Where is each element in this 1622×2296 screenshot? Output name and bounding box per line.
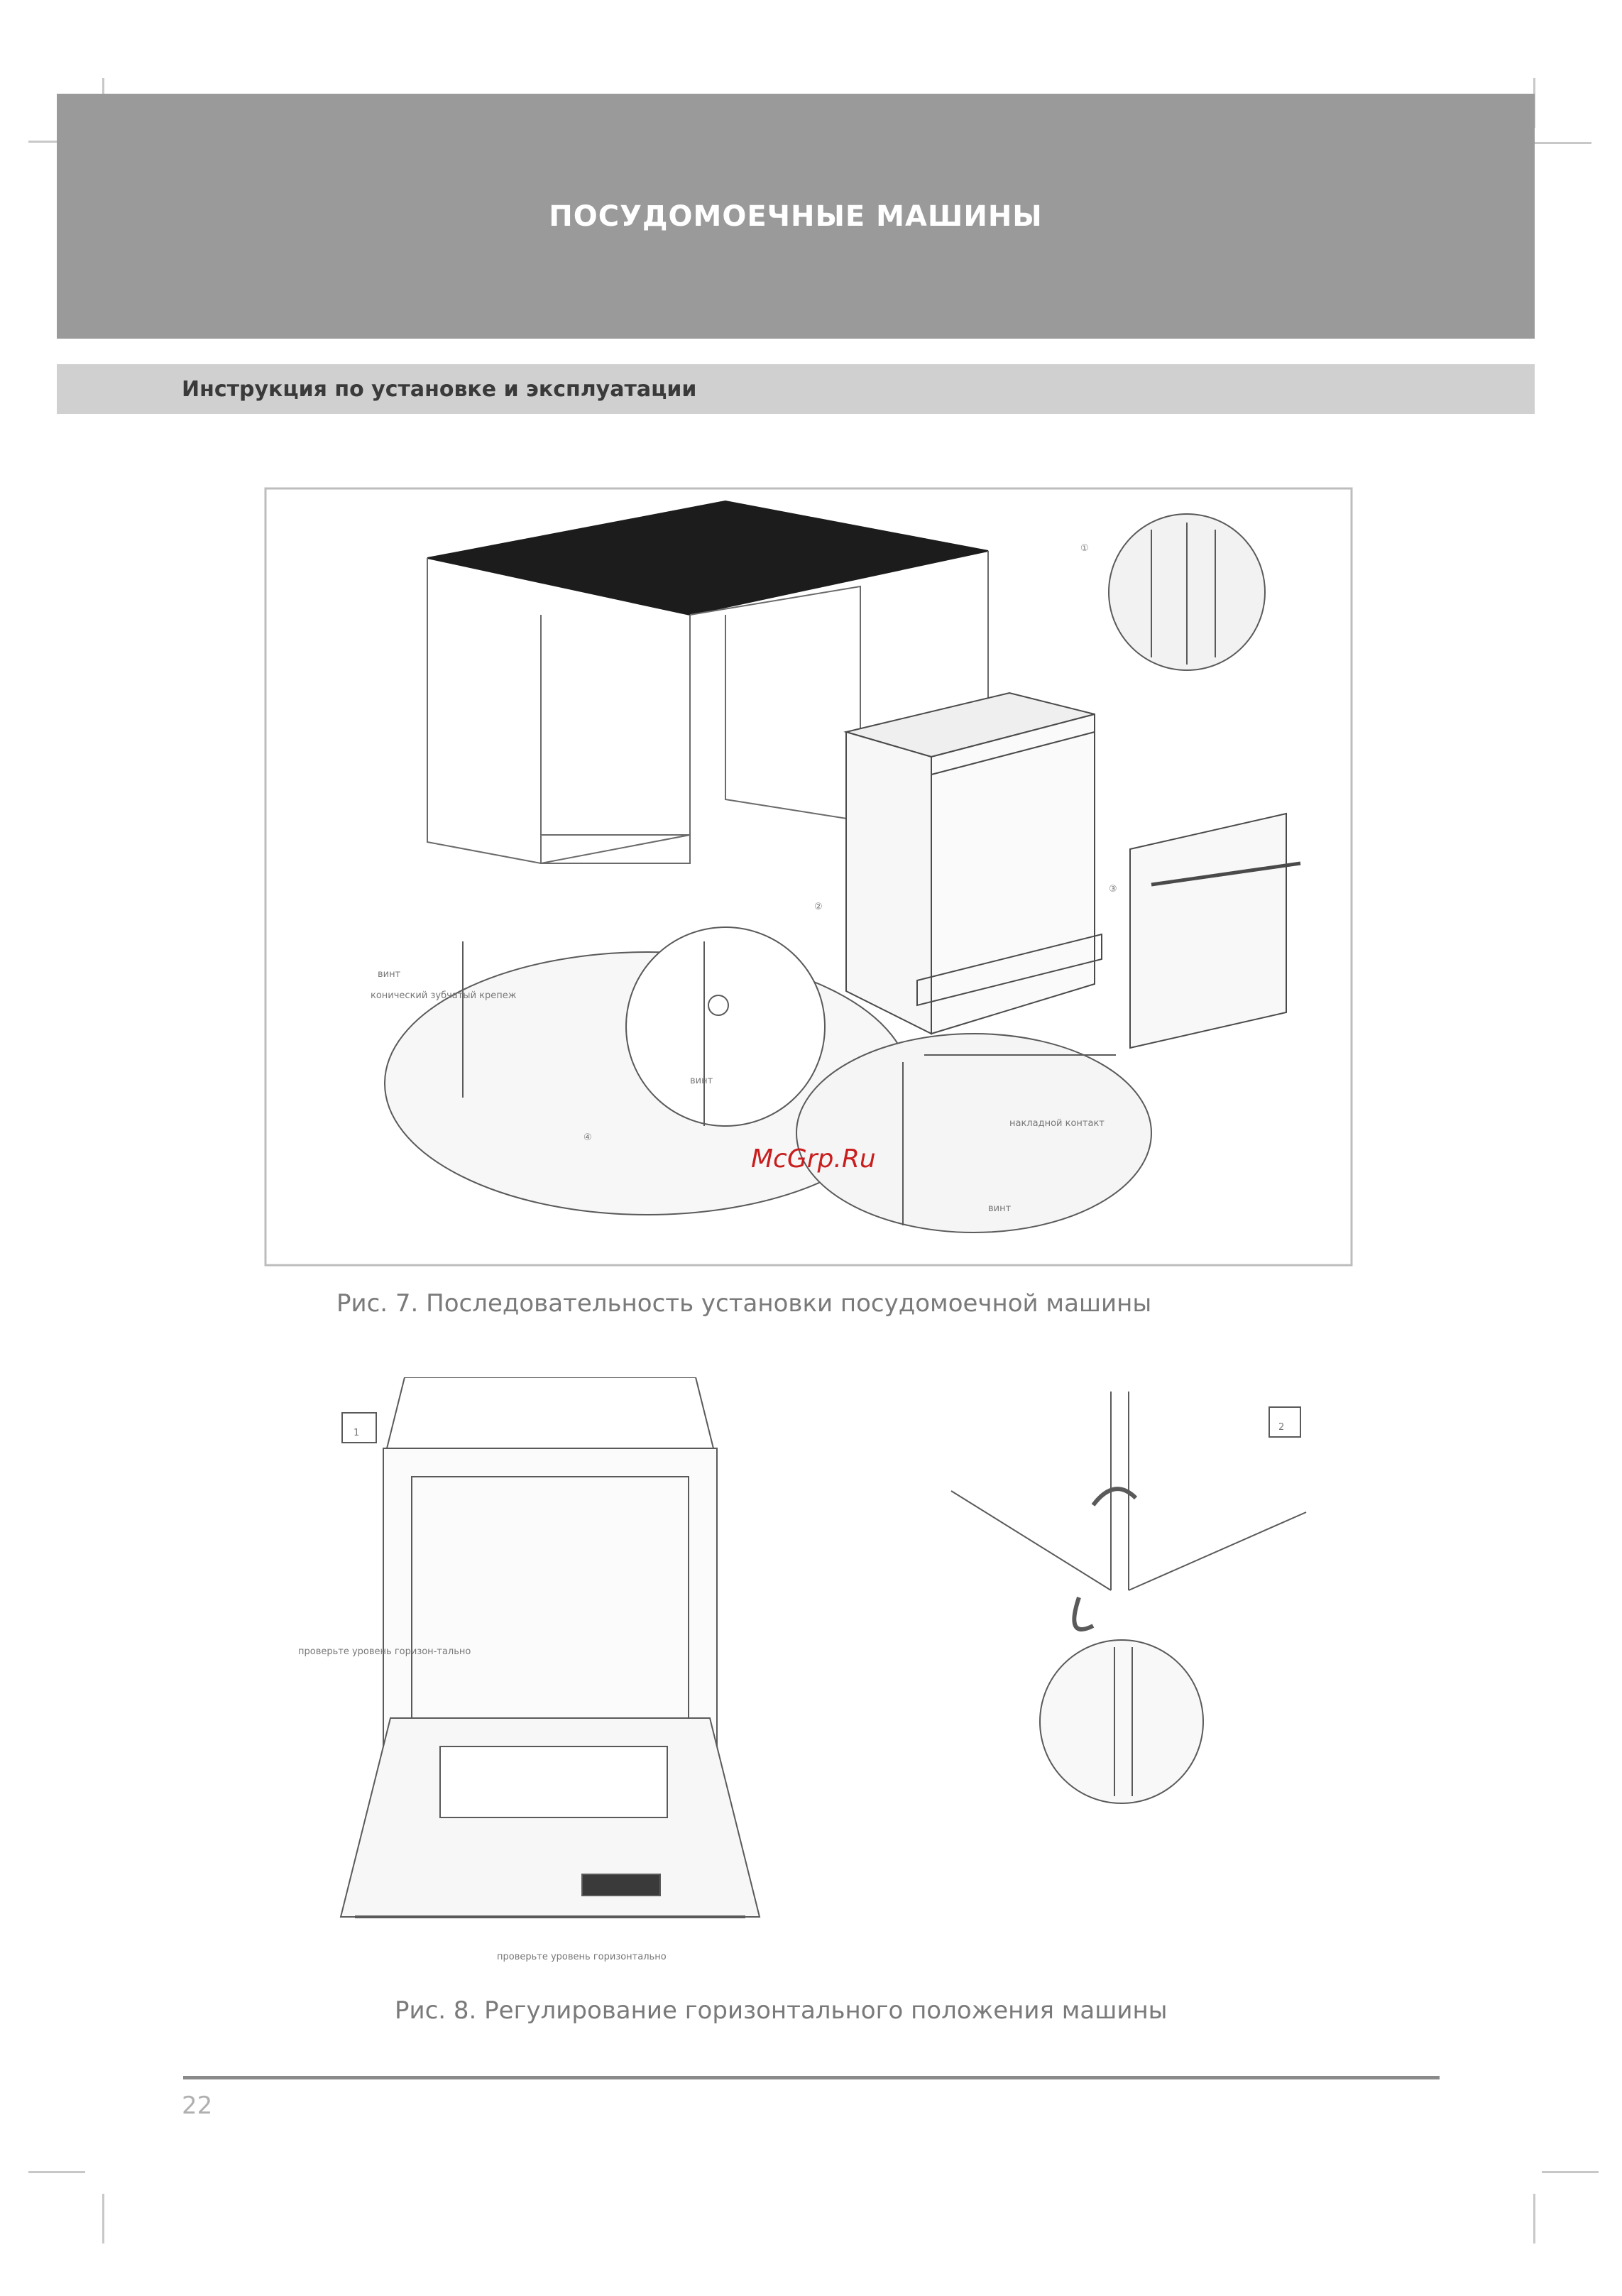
crop-mark	[1533, 2194, 1535, 2243]
subheader-band	[57, 364, 1535, 414]
crop-mark	[102, 2194, 104, 2243]
figure-8-leveling	[298, 1377, 1363, 2002]
figure-8-caption: Рис. 8. Регулирование горизонтального положения машины	[395, 1996, 1168, 2025]
detail-label: накладной контакт	[1009, 1118, 1105, 1129]
detail-label: винт	[378, 969, 401, 980]
detail-label: конический зубчатый крепеж	[371, 990, 517, 1001]
leveling-label-side: проверьте уровень горизон-тально	[298, 1646, 471, 1657]
detail-circle-top	[1109, 514, 1265, 670]
step-label: ②	[814, 902, 823, 912]
detail-label: винт	[690, 1076, 713, 1086]
page-number: 22	[182, 2092, 213, 2120]
panel-2-foot-adjust	[951, 1392, 1306, 1803]
watermark: McGrp.Ru	[751, 1144, 876, 1174]
panel-2-label: 2	[1278, 1422, 1285, 1433]
panel-1-label: 1	[354, 1428, 360, 1438]
page-title: ПОСУДОМОЕЧНЫЕ МАШИНЫ	[549, 199, 1043, 233]
door-panel-illustration	[1130, 814, 1300, 1048]
leveling-label-bottom: проверьте уровень горизонтально	[497, 1952, 667, 1962]
figure-7-caption: Рис. 7. Последовательность установки посудомоечной машины	[336, 1289, 1152, 1318]
crop-mark	[28, 2171, 85, 2173]
page-subtitle: Инструкция по установке и эксплуатации	[182, 376, 697, 402]
step-label: ③	[1109, 884, 1117, 895]
crop-mark	[1535, 142, 1591, 144]
step-label: ④	[583, 1132, 592, 1143]
crop-mark	[1542, 2171, 1599, 2173]
header-band	[57, 94, 1535, 339]
detail-ellipse-bottom	[796, 1034, 1151, 1232]
detail-label: винт	[988, 1203, 1012, 1214]
footer-divider	[183, 2076, 1440, 2079]
dishwasher-illustration	[846, 693, 1102, 1034]
step-label: ①	[1080, 543, 1089, 554]
